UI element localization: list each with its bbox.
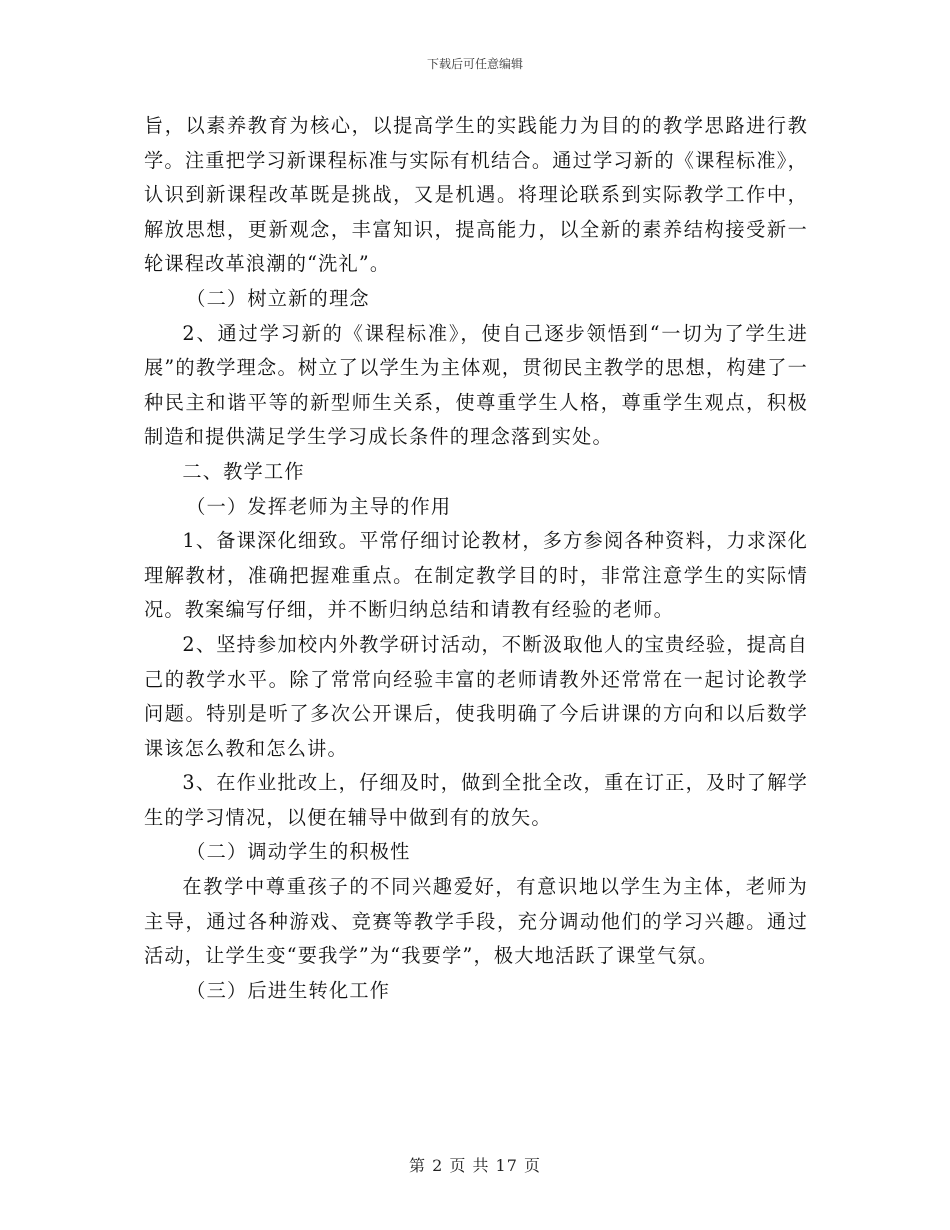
paragraph-student-interest: 在教学中尊重孩子的不同兴趣爱好，有意识地以学生为主体，老师为主导，通过各种游戏、竞赛等教学手段，充分调动他们的学习兴趣。通过活动，让学生变“要我学”为“我要学”，极大地活跃了课堂气氛。 [144, 875, 808, 968]
subheading-student-motivation: （二）调动学生的积极性 [186, 840, 411, 864]
paragraph-continuation: 旨，以素养教育为核心，以提高学生的实践能力为目的的教学思路进行教学。注重把学习新课程标准与实际有机结合。通过学习新的《课程标准》，认识到新课程改革既是挑战，又是机遇。将理论联系到实际教学工作中，解放思想，更新观念，丰富知识，提高能力，以全新的素养结构接受新一轮课程改革浪潮的“洗礼”。 [144, 114, 808, 276]
header-note: 下载后可任意编辑 [426, 57, 523, 71]
paragraph-homework-grading: 3、在作业批改上，仔细及时，做到全批全改，重在订正，及时了解学生的学习情况，以便在辅导中做到有的放矢。 [144, 771, 808, 829]
paragraph-research-activities: 2、坚持参加校内外教学研讨活动，不断汲取他人的宝贵经验，提高自己的教学水平。除了常常向经验丰富的老师请教外还常常在一起讨论教学问题。特别是听了多次公开课后，使我明确了今后讲课的方向和以后数学课该怎么教和怎么讲。 [144, 632, 808, 760]
page-number: 第 2 页 共 17 页 [409, 1156, 541, 1175]
subheading-teacher-role: （一）发挥老师为主导的作用 [186, 494, 452, 518]
subheading-new-concepts: （二）树立新的理念 [186, 286, 370, 310]
paragraph-curriculum-standard: 2、通过学习新的《课程标准》，使自己逐步领悟到“一切为了学生进展”的教学理念。树立了以学生为主体观，贯彻民主教学的思想，构建了一种民主和谐平等的新型师生关系，使尊重学生人格，尊重学生观点，积极制造和提供满足学生学习成长条件的理念落到实处。 [144, 321, 808, 449]
paragraph-lesson-prep: 1、备课深化细致。平常仔细讨论教材，多方参阅各种资料，力求深化理解教材，准确把握难重点。在制定教学目的时，非常注意学生的实际情况。教案编写仔细，并不断归纳总结和请教有经验的老师。 [144, 529, 808, 622]
subheading-struggling-students: （三）后进生转化工作 [186, 978, 391, 1002]
heading-teaching-work: 二、教学工作 [182, 459, 305, 483]
document-body [144, 109, 808, 1008]
